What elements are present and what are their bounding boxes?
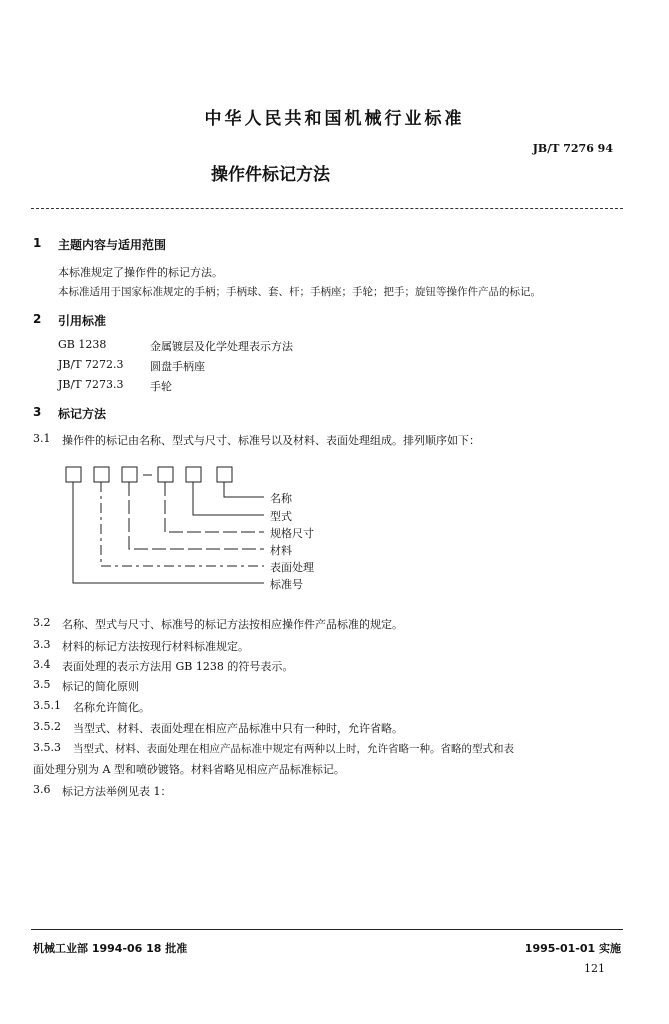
diagram-box — [66, 467, 81, 482]
page-number: 121 — [584, 962, 605, 975]
ref-code: GB 1238 — [58, 338, 107, 351]
clause-3-6-number: 3.6 — [33, 783, 51, 796]
diagram-label: 表面处理 — [270, 561, 314, 574]
clause-3-5-1-number: 3.5.1 — [33, 699, 61, 712]
leader-name — [224, 482, 264, 497]
clause-3-5-3-text-line-2: 面处理分别为 A 型和喷砂镀铬。材料省略见相应产品标准标记。 — [33, 763, 345, 776]
diagram-label: 型式 — [270, 510, 292, 523]
clause-3-5-3-text-line-1: 当型式、材料、表面处理在相应产品标准中规定有两种以上时，允许省略一种。省略的型式和表 — [73, 743, 514, 755]
header-divider — [31, 208, 623, 209]
clause-3-5-2-text: 当型式、材料、表面处理在相应产品标准中只有一种时，允许省略。 — [73, 722, 403, 735]
section-1-paragraph-2: 本标准适用于国家标准规定的手柄；手柄球、套、杆；手柄座；手轮；把手；旋钮等操作件产品的标记。 — [58, 286, 541, 298]
clause-3-4-text: 表面处理的表示方法用 GB 1238 的符号表示。 — [62, 660, 294, 673]
ref-name: 圆盘手柄座 — [150, 360, 205, 373]
diagram-box — [186, 467, 201, 482]
diagram-box — [158, 467, 173, 482]
leader-material — [129, 482, 264, 549]
clause-3-5-text: 标记的简化原则 — [62, 680, 139, 693]
section-2-heading: 引用标准 — [58, 314, 107, 328]
ref-name: 金属镀层及化学处理表示方法 — [150, 340, 293, 353]
clause-3-4-number: 3.4 — [33, 658, 51, 671]
section-3-number: 3 — [33, 405, 42, 419]
document-title: 操作件标记方法 — [211, 165, 330, 185]
diagram-label: 规格尺寸 — [270, 527, 314, 540]
section-1-heading: 主题内容与适用范围 — [58, 238, 167, 252]
footer-divider — [31, 929, 623, 930]
clause-3-3-text: 材料的标记方法按现行材料标准规定。 — [62, 640, 249, 653]
ref-code: JB/T 7272.3 — [58, 358, 124, 371]
diagram-box — [122, 467, 137, 482]
section-3-heading: 标记方法 — [58, 407, 107, 421]
clause-3-3-number: 3.3 — [33, 638, 51, 651]
diagram-label: 材料 — [270, 544, 292, 557]
standard-org-title: 中华人民共和国机械行业标准 — [204, 109, 465, 129]
leader-standard — [73, 482, 264, 583]
ref-name: 手轮 — [150, 380, 172, 393]
leader-surface — [101, 482, 264, 566]
diagram-label: 名称 — [270, 492, 292, 505]
clause-3-6-text: 标记方法举例见表 1： — [62, 785, 172, 798]
clause-3-1-number: 3.1 — [33, 432, 51, 445]
diagram-box — [217, 467, 232, 482]
approval-date: 机械工业部 1994-06 18 批准 — [33, 942, 188, 955]
clause-3-2-number: 3.2 — [33, 616, 51, 629]
diagram-box — [94, 467, 109, 482]
clause-3-5-3-number: 3.5.3 — [33, 741, 61, 754]
diagram-label: 标准号 — [270, 578, 303, 591]
section-1-paragraph-1: 本标准规定了操作件的标记方法。 — [58, 266, 223, 279]
implementation-date: 1995-01-01 实施 — [524, 942, 621, 955]
clause-3-1-text: 操作件的标记由名称、型式与尺寸、标准号以及材料、表面处理组成。排列顺序如下： — [62, 434, 480, 447]
leader-type — [193, 482, 264, 515]
section-2-number: 2 — [33, 312, 42, 326]
leader-size — [165, 482, 264, 532]
clause-3-5-1-text: 名称允许简化。 — [73, 701, 150, 714]
clause-3-5-2-number: 3.5.2 — [33, 720, 61, 733]
clause-3-2-text: 名称、型式与尺寸、标准号的标记方法按相应操作件产品标准的规定。 — [62, 618, 403, 631]
clause-3-5-number: 3.5 — [33, 678, 51, 691]
section-1-number: 1 — [33, 236, 42, 250]
standard-code: JB/T 7276 94 — [532, 142, 613, 155]
ref-code: JB/T 7273.3 — [58, 378, 124, 391]
